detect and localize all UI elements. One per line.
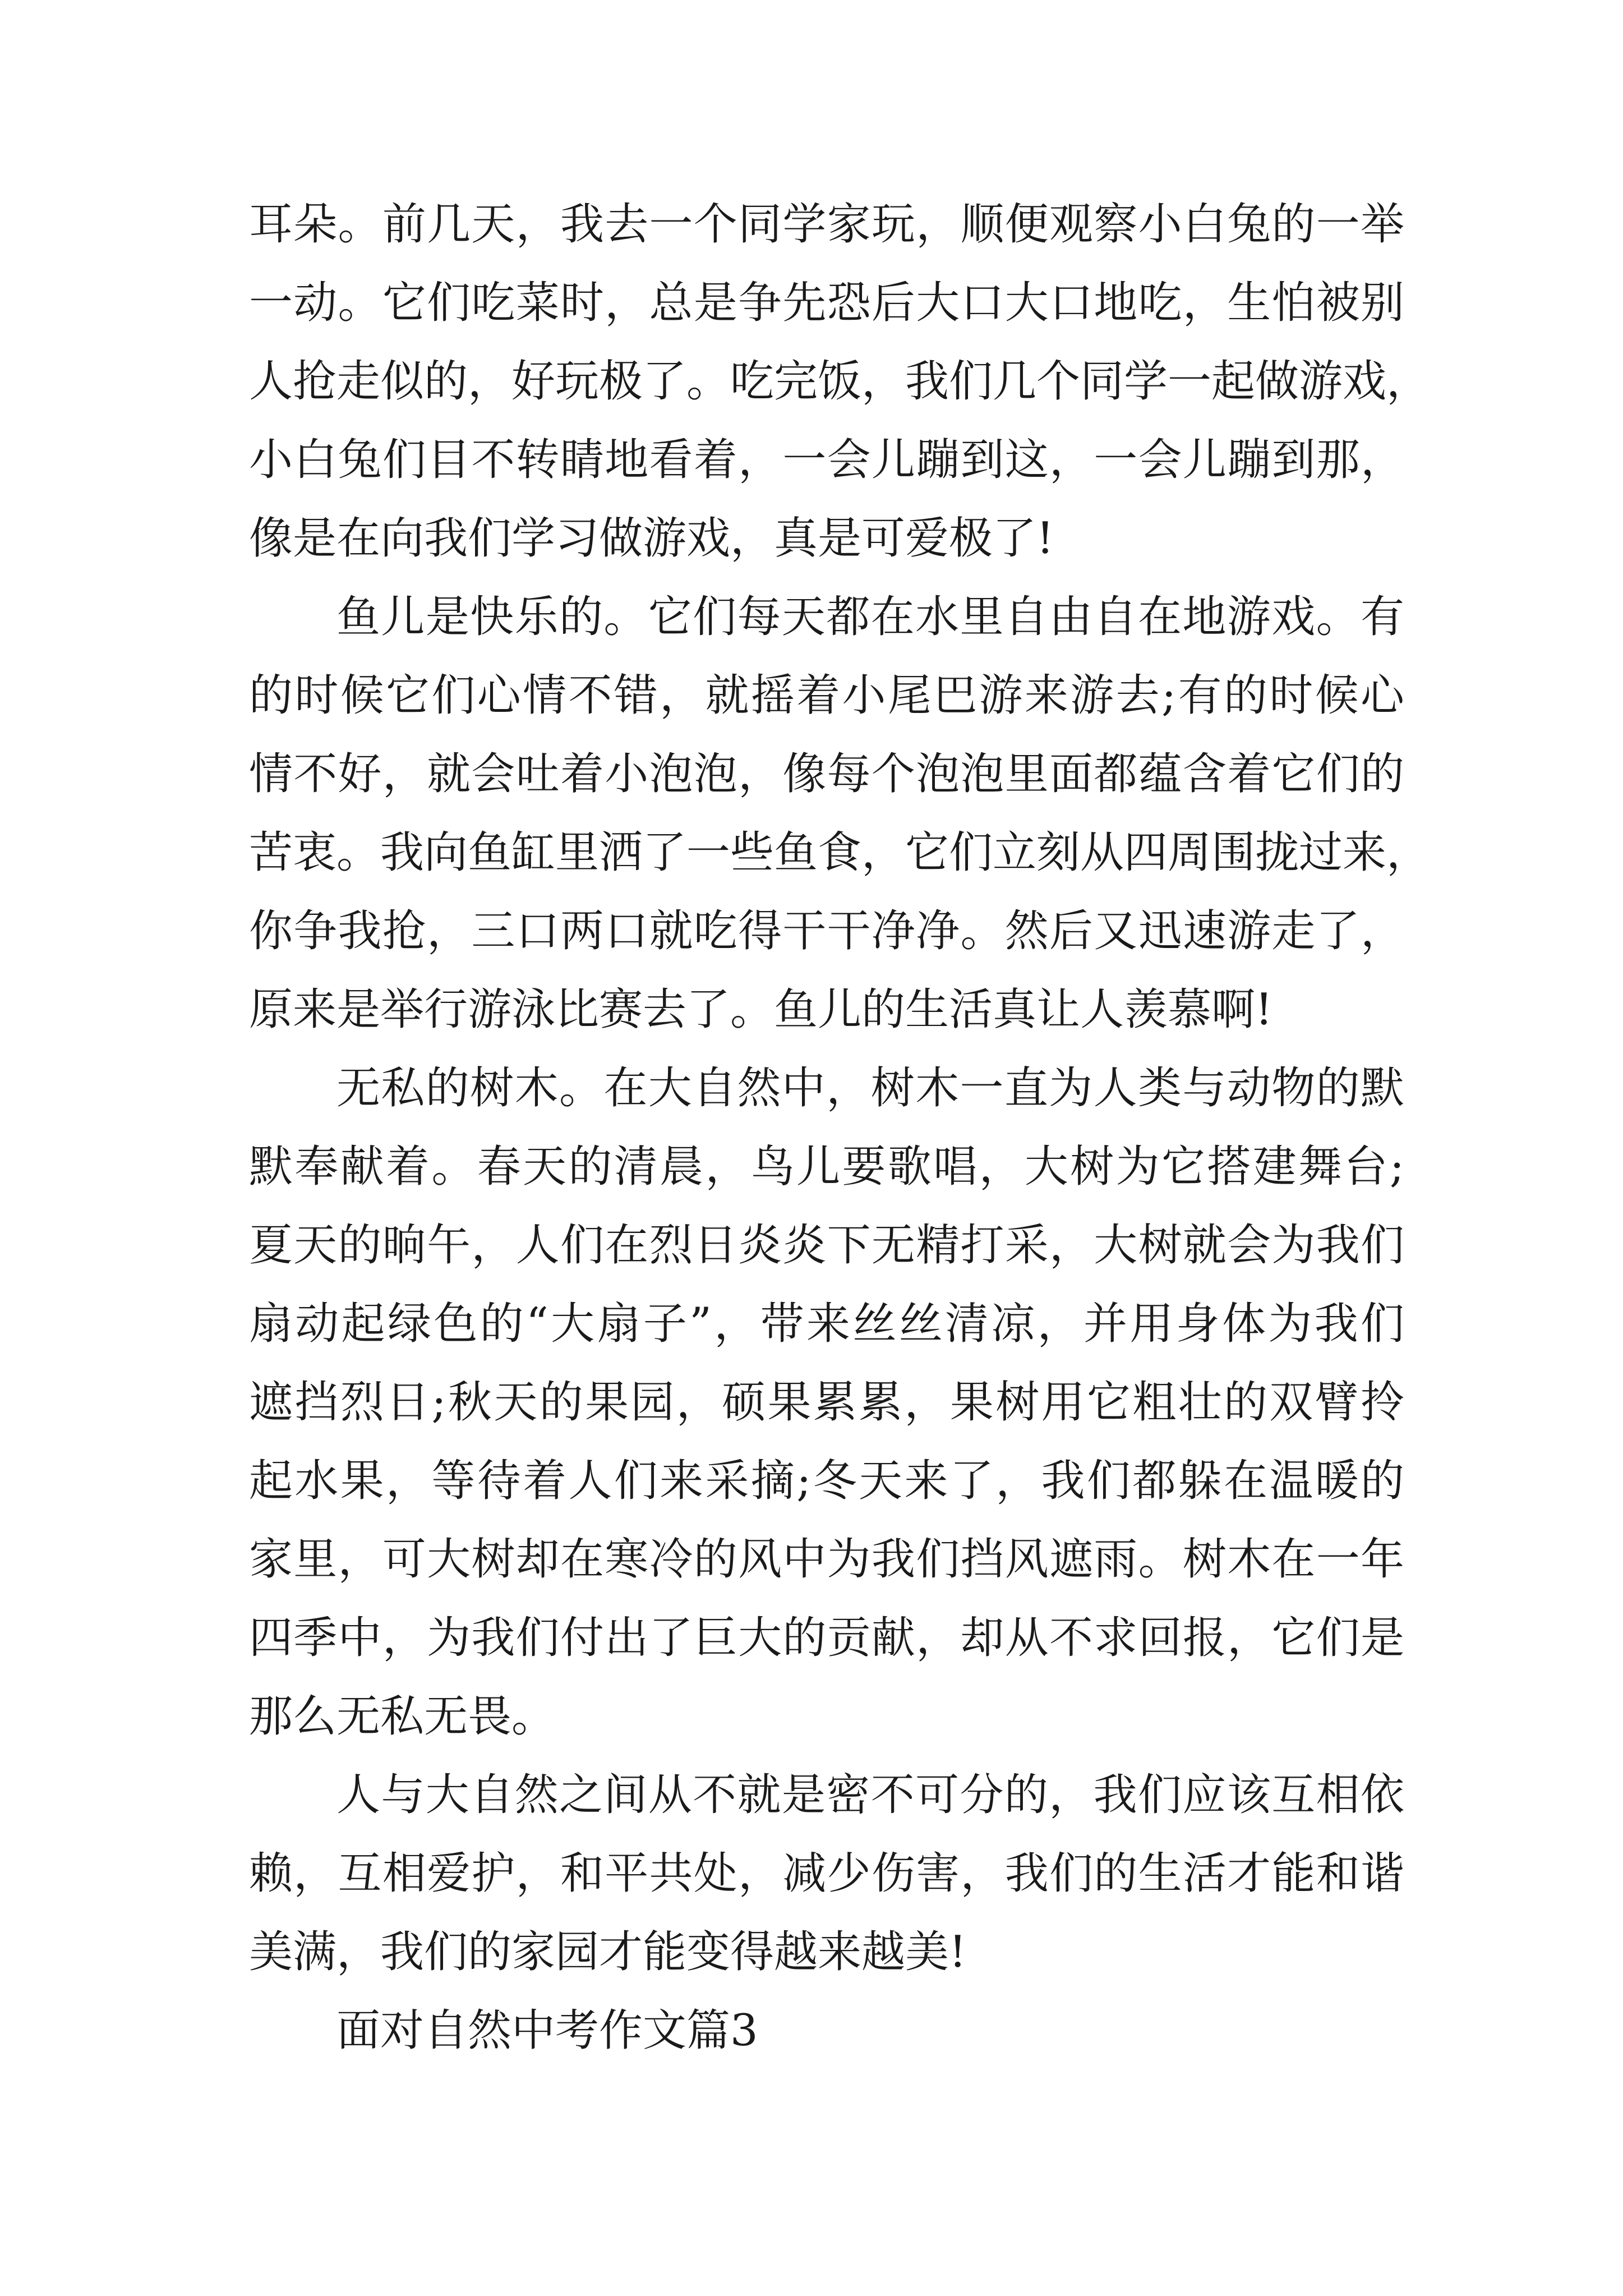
text-line: 扇动起绿色的“大扇子”，带来丝丝清凉，并用身体为我们 (249, 1299, 1404, 1349)
text-line: 那么无私无畏。 (249, 1691, 556, 1742)
text-line: 小白兔们目不转睛地看着，一会儿蹦到这，一会儿蹦到那， (249, 435, 1404, 485)
text-line: 遮挡烈日;秋天的果园，硕果累累，果树用它粗壮的双臂拎 (249, 1377, 1404, 1428)
text-line: 起水果，等待着人们来采摘;冬天来了，我们都躲在温暖的 (249, 1456, 1404, 1506)
section-heading: 面对自然中考作文篇3 (336, 2005, 758, 2056)
text-line: 情不好，就会吐着小泡泡，像每个泡泡里面都蕴含着它们的 (249, 749, 1404, 799)
text-line: 原来是举行游泳比赛去了。鱼儿的生活真让人羡慕啊! (249, 984, 1273, 1035)
text-line: 像是在向我们学习做游戏，真是可爱极了! (249, 513, 1054, 564)
text-line: 夏天的晌午，人们在烈日炎炎下无精打采，大树就会为我们 (249, 1220, 1404, 1271)
text-line: 家里，可大树却在寒冷的风中为我们挡风遮雨。树木在一年 (249, 1534, 1404, 1585)
text-line: 鱼儿是快乐的。它们每天都在水里自由自在地游戏。有 (336, 592, 1404, 642)
text-line: 赖，互相爱护，和平共处，减少伤害，我们的生活才能和谐 (249, 1848, 1404, 1899)
text-line: 人抢走似的，好玩极了。吃完饭，我们几个同学一起做游戏， (249, 356, 1431, 407)
text-line: 的时候它们心情不错，就摇着小尾巴游来游去;有的时候心 (249, 670, 1404, 721)
text-line: 苦衷。我向鱼缸里洒了一些鱼食，它们立刻从四周围拢过来， (249, 827, 1431, 878)
text-line: 美满，我们的家园才能变得越来越美! (249, 1927, 967, 1977)
text-line: 耳朵。前几天，我去一个同学家玩，顺便观察小白兔的一举 (249, 199, 1404, 250)
text-line: 默奉献着。春天的清晨，鸟儿要歌唱，大树为它搭建舞台; (249, 1142, 1404, 1192)
text-line: 无私的树木。在大自然中，树木一直为人类与动物的默 (336, 1063, 1404, 1114)
text-line: 人与大自然之间从不就是密不可分的，我们应该互相依 (336, 1770, 1404, 1820)
text-line: 一动。它们吃菜时，总是争先恐后大口大口地吃，生怕被别 (249, 278, 1404, 328)
text-line: 四季中，为我们付出了巨大的贡献，却从不求回报，它们是 (249, 1613, 1404, 1663)
text-line: 你争我抢，三口两口就吃得干干净净。然后又迅速游走了， (249, 906, 1404, 956)
